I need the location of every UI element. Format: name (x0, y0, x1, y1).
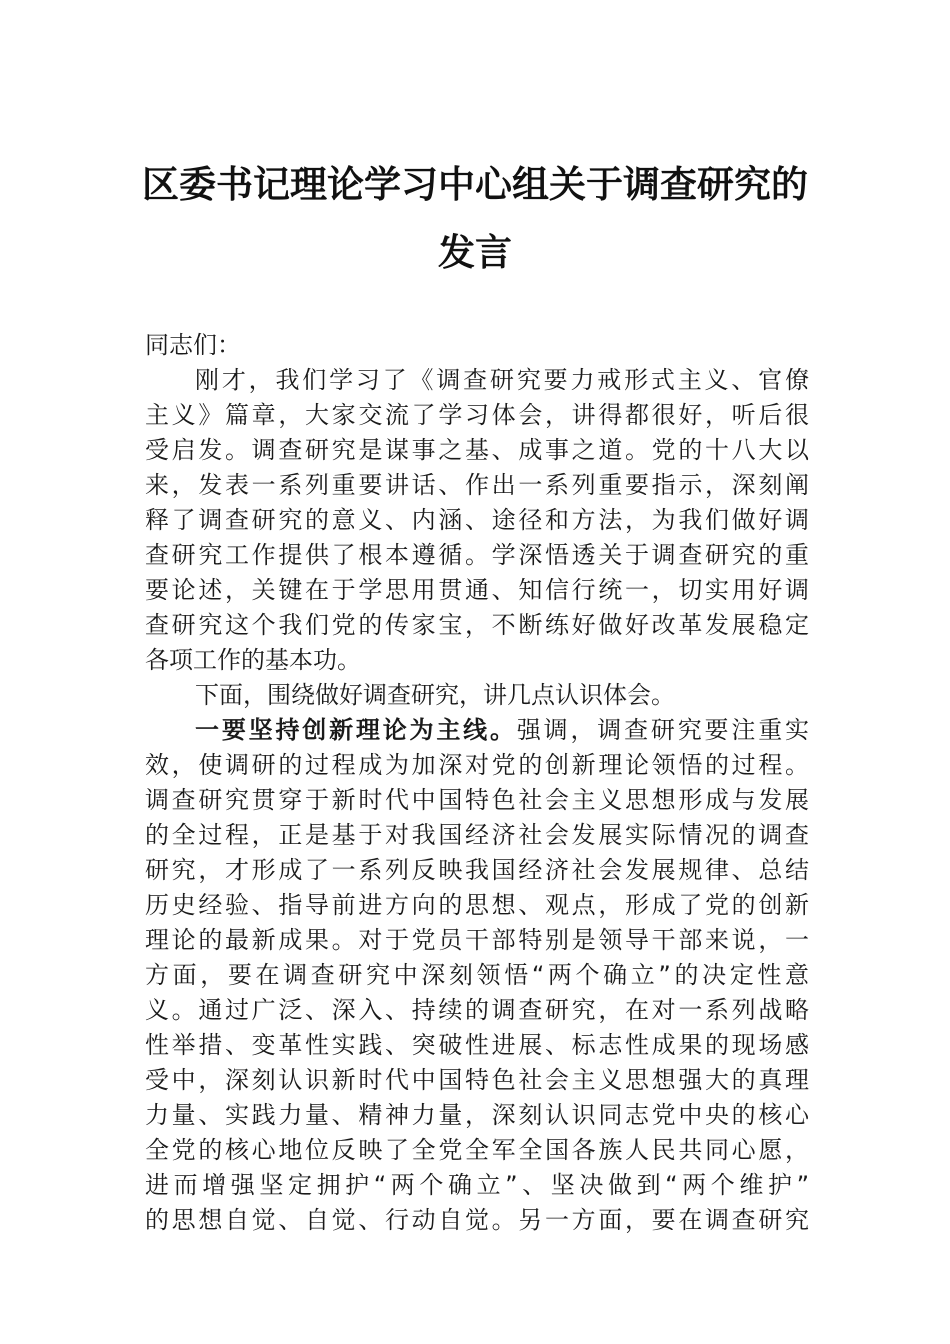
section-heading: 一要坚持创新理论为主线。 (195, 716, 517, 744)
paragraph-line: 来，发表一系列重要讲话、作出一系列重要指示，深刻阐 (145, 471, 809, 499)
paragraph-line: 研究，才形成了一系列反映我国经济社会发展规律、总结 (145, 856, 809, 884)
paragraph-line-text: 强调，调查研究要注重实 (516, 716, 809, 744)
paragraph-line: 理论的最新成果。对于党员干部特别是领导干部来说，一 (145, 926, 809, 954)
paragraph-line: 调查研究贯穿于新时代中国特色社会主义思想形成与发展 (145, 786, 809, 814)
paragraph-line: 义。通过广泛、深入、持续的调查研究，在对一系列战略 (145, 996, 809, 1024)
paragraph-line: 进而增强坚定拥护“两个确立”、坚决做到“两个维护” (145, 1171, 809, 1199)
paragraph-line (145, 713, 809, 748)
paragraph-line: 受启发。调查研究是谋事之基、成事之道。党的十八大以 (145, 436, 809, 464)
paragraph-line: 要论述，关键在于学思用贯通、知信行统一，切实用好调 (145, 576, 809, 604)
paragraph-line: 力量、实践力量、精神力量，深刻认识同志党中央的核心 (145, 1101, 809, 1129)
paragraph-opening (145, 363, 809, 678)
paragraph-line: 各项工作的基本功。 (145, 646, 361, 674)
paragraph-line: 全党的核心地位反映了全党全军全国各族人民共同心愿， (145, 1136, 809, 1164)
document-title-line-2: 发言 (438, 230, 512, 274)
paragraph-line: 受中，深刻认识新时代中国特色社会主义思想强大的真理 (145, 1066, 809, 1094)
paragraph-line: 方面，要在调查研究中深刻领悟“两个确立”的决定性意 (145, 961, 809, 989)
paragraph-point-one (145, 713, 809, 1238)
paragraph-line: 刚才，我们学习了《调查研究要力戒形式主义、官僚 (195, 366, 809, 394)
paragraph-transition: 下面，围绕做好调查研究，讲几点认识体会。 (195, 681, 675, 709)
paragraph-line: 历史经验、指导前进方向的思想、观点，形成了党的创新 (145, 891, 809, 919)
paragraph-line: 效，使调研的过程成为加深对党的创新理论领悟的过程。 (145, 751, 809, 779)
paragraph-line: 查研究这个我们党的传家宝，不断练好做好改革发展稳定 (145, 611, 809, 639)
paragraph-line: 的全过程，正是基于对我国经济社会发展实际情况的调查 (145, 821, 809, 849)
paragraph-line: 主义》篇章，大家交流了学习体会，讲得都很好，听后很 (145, 401, 809, 429)
paragraph-line: 的思想自觉、自觉、行动自觉。另一方面，要在调查研究 (145, 1206, 809, 1234)
paragraph-line: 性举措、变革性实践、突破性进展、标志性成果的现场感 (145, 1031, 809, 1059)
document-title-line-1: 区委书记理论学习中心组关于调查研究的 (142, 162, 808, 206)
document-body (145, 328, 809, 1238)
paragraph-line: 释了调查研究的意义、内涵、途径和方法，为我们做好调 (145, 506, 809, 534)
paragraph-line: 查研究工作提供了根本遵循。学深悟透关于调查研究的重 (145, 541, 809, 569)
salutation: 同志们： (145, 331, 241, 359)
